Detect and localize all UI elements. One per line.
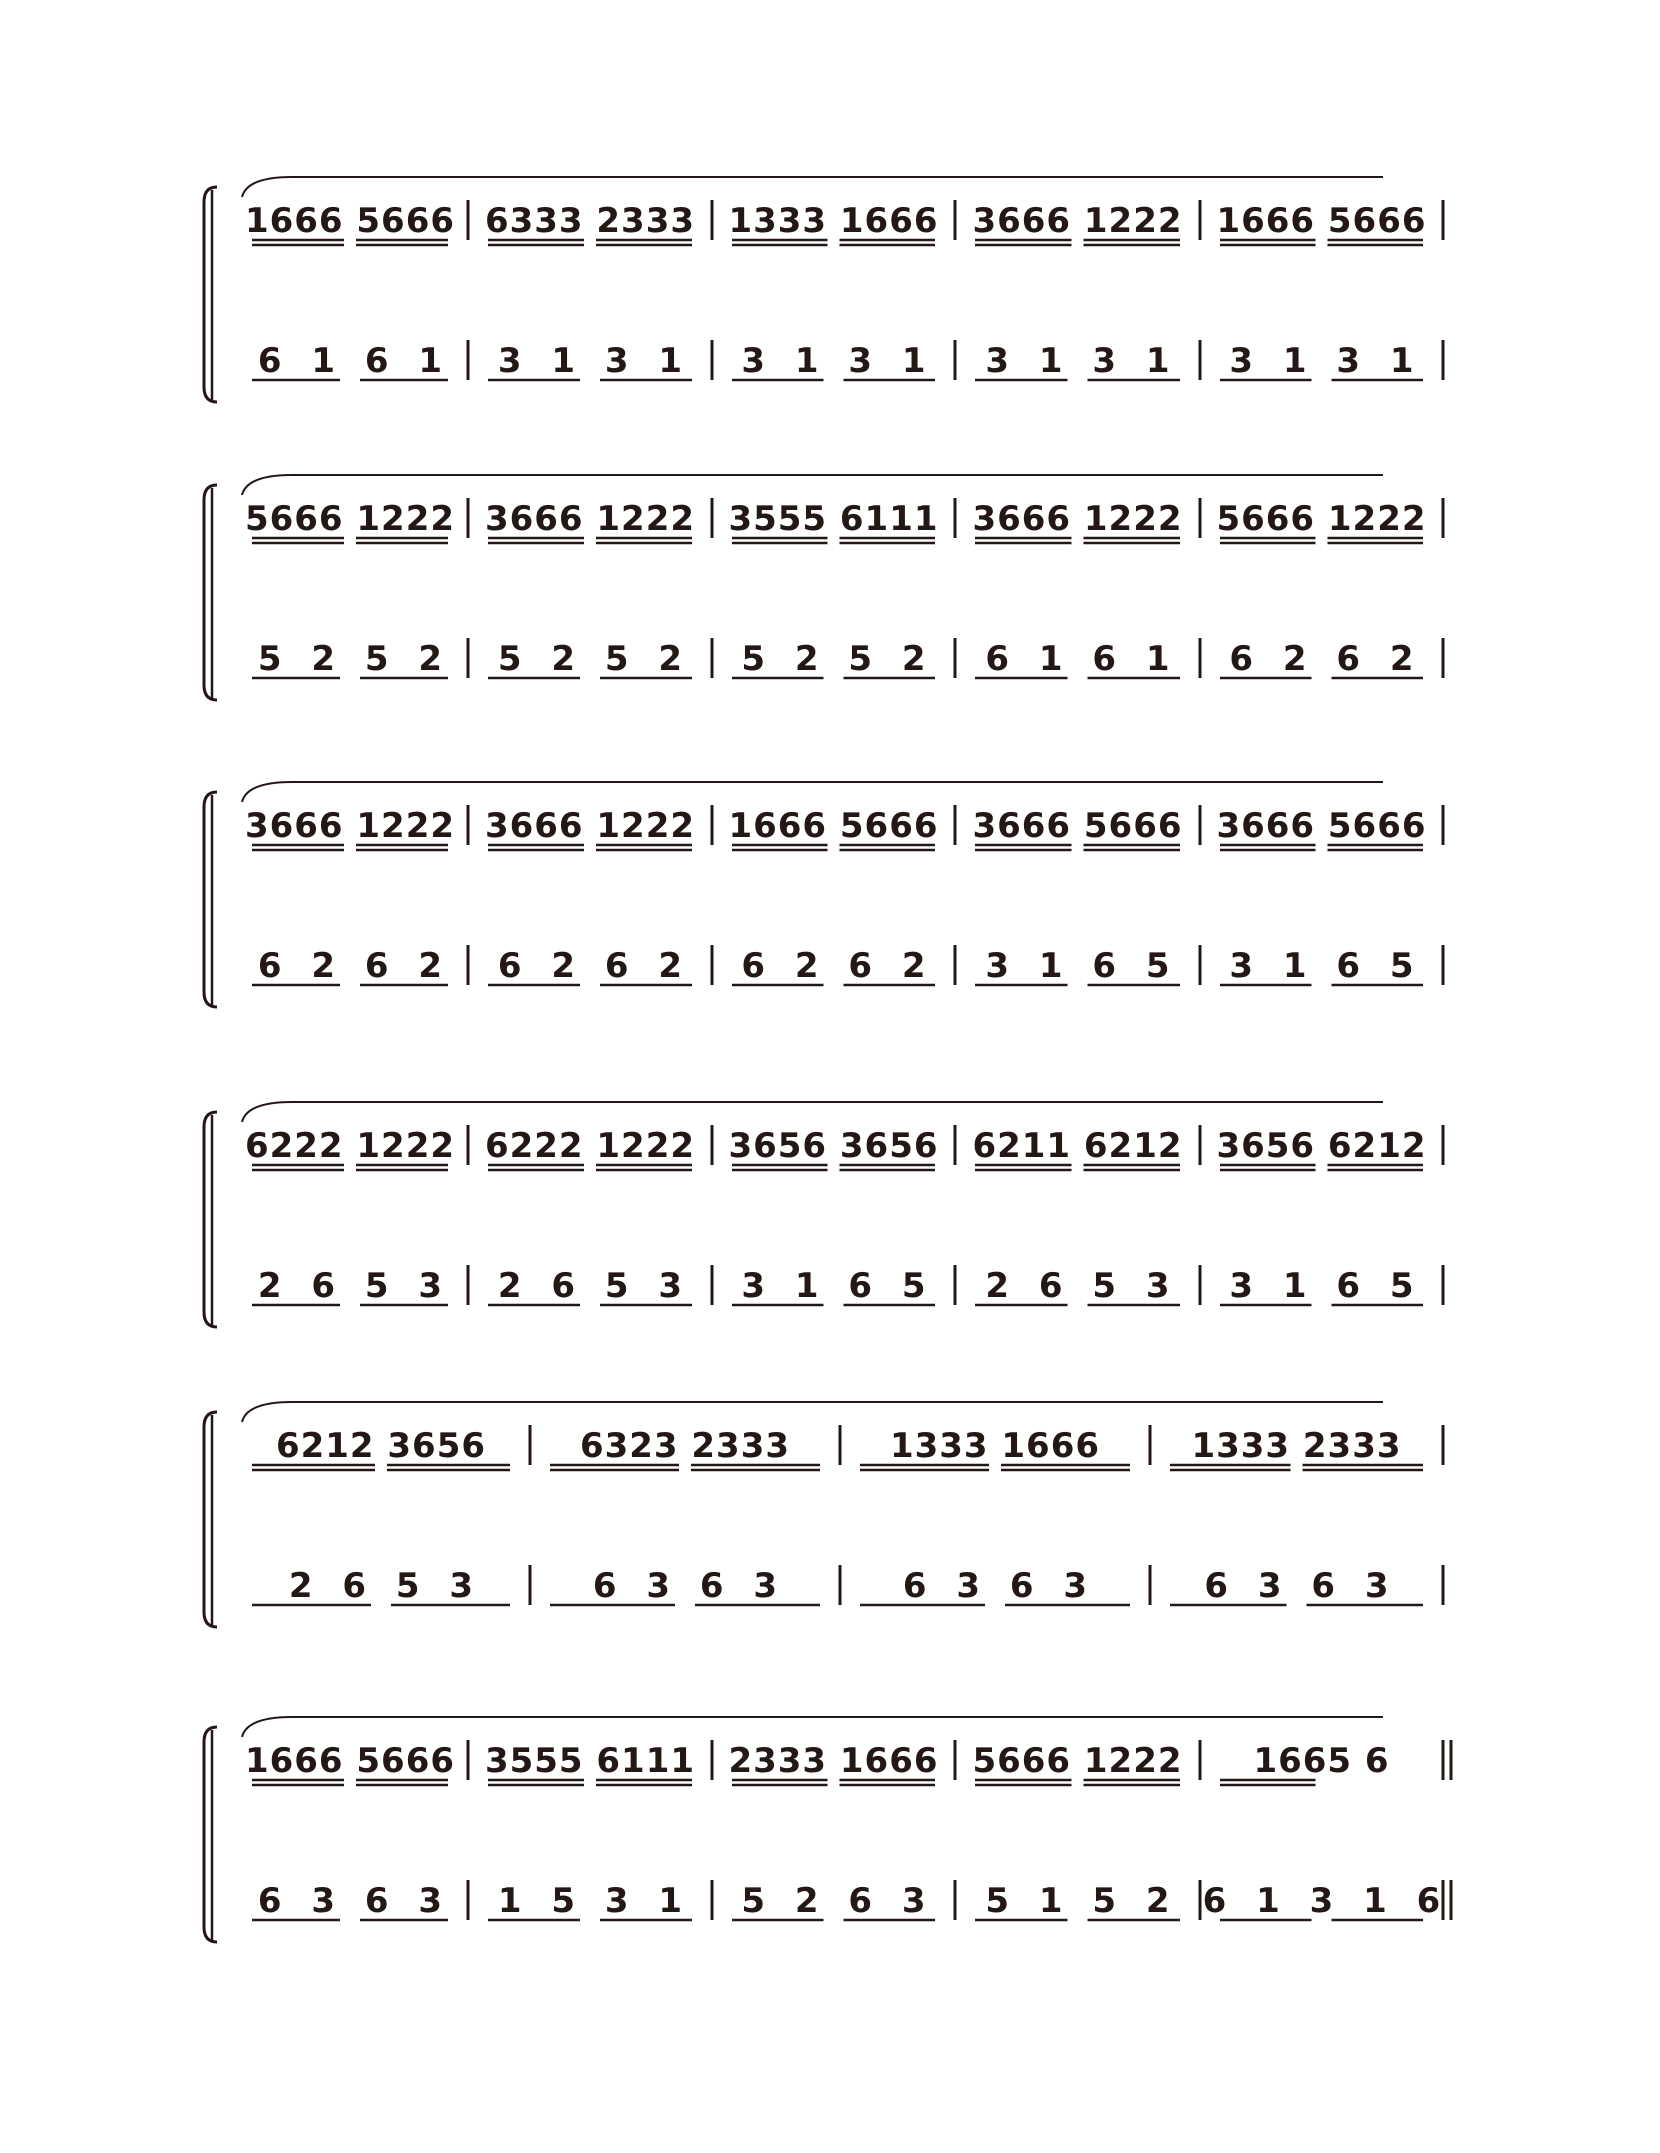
upper-measure-5: 3656 6212	[1216, 1126, 1427, 1166]
lower-measure-4: 3 1 6 5	[985, 946, 1170, 986]
system-6	[204, 1717, 1451, 1942]
system-4	[204, 1102, 1443, 1327]
lower-measure-2: 6 3 6 3	[592, 1566, 778, 1606]
lower-measure-3: 3 1 3 1	[741, 341, 926, 381]
system-bracket	[204, 1412, 217, 1627]
upper-measure-1: 1666 5666	[244, 201, 456, 241]
system-bracket	[204, 1112, 217, 1327]
lower-measure-1: 6 2 6 2	[257, 946, 443, 986]
upper-measure-4: 5666 1222	[972, 1741, 1183, 1781]
lower-measure-3: 6 2 6 2	[741, 946, 926, 986]
lower-measure-5: 6 2 6 2	[1229, 639, 1414, 679]
lower-measure-3: 3 1 6 5	[741, 1266, 926, 1306]
lower-measure-2: 6 2 6 2	[497, 946, 683, 986]
upper-measure-3: 3555 6111	[728, 499, 939, 539]
lower-measure-1: 5 2 5 2	[257, 639, 443, 679]
lower-measure-3: 5 2 5 2	[741, 639, 926, 679]
upper-measure-2: 3555 6111	[484, 1741, 696, 1781]
upper-measure-1: 6212 3656	[275, 1426, 487, 1466]
lower-measure-4: 3 1 3 1	[985, 341, 1170, 381]
upper-measure-2: 6222 1222	[484, 1126, 696, 1166]
upper-measure-2: 3666 1222	[484, 499, 696, 539]
system-1	[204, 177, 1443, 402]
upper-measure-2: 3666 1222	[484, 806, 696, 846]
lower-measure-2: 1 5 3 1	[497, 1881, 683, 1921]
lower-measure-1: 2 6 5 3	[257, 1266, 443, 1306]
upper-measure-4: 3666 5666	[972, 806, 1183, 846]
upper-measure-3: 1666 5666	[728, 806, 939, 846]
upper-measure-3: 1333 1666	[889, 1426, 1101, 1466]
system-3	[204, 782, 1443, 1007]
phrase-slur	[242, 1102, 1383, 1122]
upper-measure-1: 6222 1222	[244, 1126, 456, 1166]
phrase-slur	[242, 1717, 1383, 1737]
lower-measure-4: 6 3 6 3	[1204, 1566, 1389, 1606]
lower-measure-5: 3 1 6 5	[1229, 1266, 1414, 1306]
lower-measure-2: 5 2 5 2	[497, 639, 683, 679]
phrase-slur	[242, 475, 1383, 495]
lower-measure-5: 3 1 6 5	[1229, 946, 1414, 986]
lower-measure-4: 5 1 5 2	[985, 1881, 1170, 1921]
system-bracket	[204, 485, 217, 700]
system-5	[204, 1402, 1443, 1627]
system-2	[204, 475, 1443, 700]
upper-measure-2: 6323 2333	[579, 1426, 791, 1466]
system-bracket	[204, 792, 217, 1007]
lower-measure-5: 6 1 3 1 6	[1202, 1881, 1441, 1921]
upper-measure-1: 1666 5666	[244, 1741, 456, 1781]
upper-measure-2: 6333 2333	[484, 201, 696, 241]
upper-measure-1: 3666 1222	[244, 806, 456, 846]
upper-measure-4: 3666 1222	[972, 201, 1183, 241]
upper-measure-5: 3666 5666	[1216, 806, 1427, 846]
upper-measure-1: 5666 1222	[244, 499, 456, 539]
lower-measure-4: 2 6 5 3	[985, 1266, 1170, 1306]
lower-measure-1: 6 3 6 3	[257, 1881, 443, 1921]
upper-measure-5: 1666 5666	[1216, 201, 1427, 241]
phrase-slur	[242, 782, 1383, 802]
upper-measure-4: 3666 1222	[972, 499, 1183, 539]
upper-measure-5: 5666 1222	[1216, 499, 1427, 539]
upper-measure-5: 1665 6	[1253, 1741, 1390, 1781]
lower-measure-3: 5 2 6 3	[741, 1881, 926, 1921]
upper-measure-3: 3656 3656	[728, 1126, 939, 1166]
phrase-slur	[242, 177, 1383, 197]
upper-measure-4: 6211 6212	[972, 1126, 1183, 1166]
lower-measure-5: 3 1 3 1	[1229, 341, 1414, 381]
upper-measure-3: 1333 1666	[728, 201, 939, 241]
lower-measure-2: 3 1 3 1	[497, 341, 683, 381]
lower-measure-1: 6 1 6 1	[257, 341, 443, 381]
upper-measure-4: 1333 2333	[1191, 1426, 1402, 1466]
lower-measure-2: 2 6 5 3	[497, 1266, 683, 1306]
lower-measure-3: 6 3 6 3	[902, 1566, 1088, 1606]
lower-measure-4: 6 1 6 1	[985, 639, 1170, 679]
system-bracket	[204, 1727, 217, 1942]
upper-measure-3: 2333 1666	[728, 1741, 939, 1781]
phrase-slur	[242, 1402, 1383, 1422]
system-bracket	[204, 187, 217, 402]
lower-measure-1: 2 6 5 3	[288, 1566, 474, 1606]
